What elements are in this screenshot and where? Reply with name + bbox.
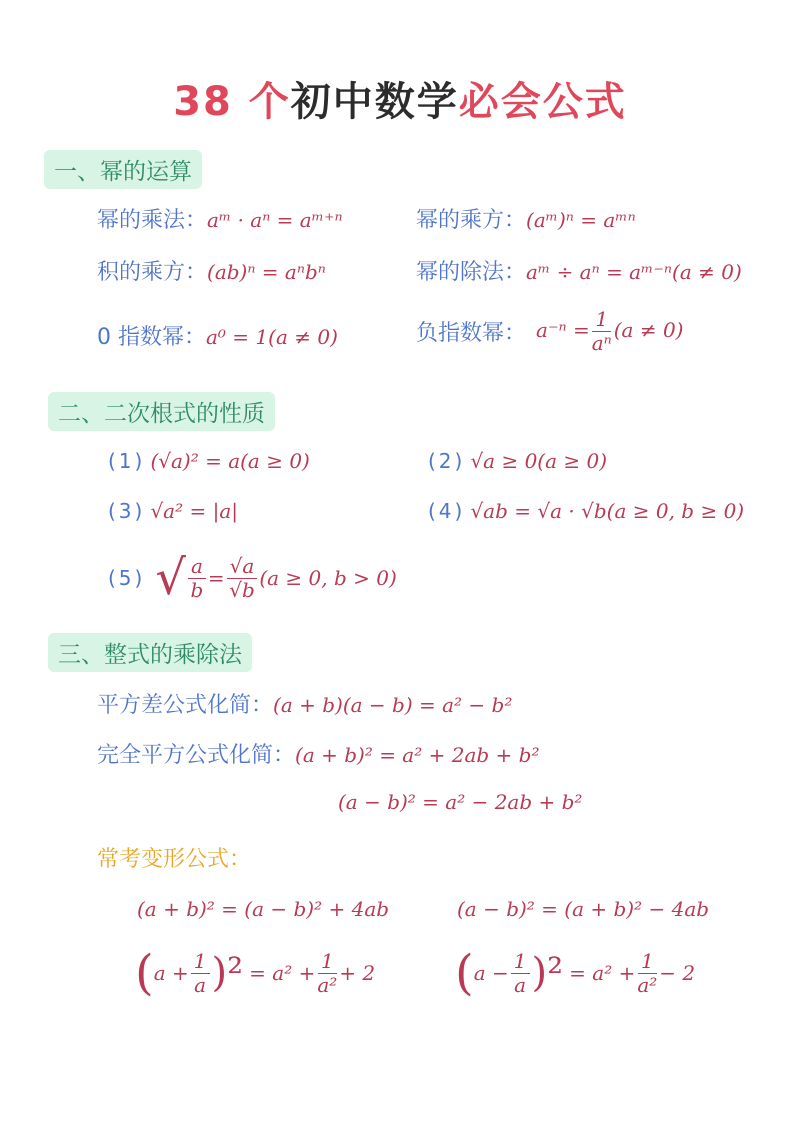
- denominator: √b: [229, 577, 255, 602]
- formula-label: 负指数幂：: [416, 321, 527, 346]
- item-number: (3): [108, 499, 146, 523]
- formula-row: [108, 550, 397, 606]
- numerator: 1: [511, 950, 530, 974]
- paren: )²: [211, 950, 244, 996]
- formula-row: [108, 499, 238, 523]
- term: a −: [473, 961, 509, 985]
- formula: aᵐ ÷ aⁿ = aᵐ⁻ⁿ(a ≠ 0): [526, 260, 742, 284]
- condition: (a ≥ 0, b > 0): [259, 566, 397, 590]
- title-number: 38 个: [173, 79, 291, 125]
- denominator: a: [514, 972, 527, 997]
- formula: aᵐ · aⁿ = aᵐ⁺ⁿ: [207, 208, 343, 232]
- title-emphasis: 必会公式: [458, 79, 627, 125]
- term: = a² +: [569, 961, 636, 985]
- item-number: (4): [428, 499, 466, 523]
- paren: (: [135, 945, 154, 1001]
- formula-label: 幂的乘方：: [416, 208, 527, 233]
- fraction: [637, 950, 657, 997]
- formula-row: [97, 738, 539, 769]
- numerator: a: [188, 555, 206, 579]
- fraction: [227, 555, 258, 602]
- section-header-radicals: 二、二次根式的性质: [48, 392, 275, 431]
- formula: (a + b)² = a² + 2ab + b²: [295, 743, 540, 767]
- formula-row: [97, 255, 326, 286]
- formula: [455, 945, 695, 1001]
- formula-label: 完全平方公式化简：: [97, 743, 296, 768]
- item-number: (2): [428, 449, 466, 473]
- item-number: (5): [108, 566, 146, 590]
- formula-row: [428, 499, 744, 523]
- formula-label: 积的乘方：: [97, 260, 208, 285]
- title-subject: 初中数学: [290, 79, 459, 125]
- numerator: √a: [227, 555, 258, 579]
- formula: (ab)ⁿ = aⁿbⁿ: [207, 260, 326, 284]
- denominator: a²: [317, 972, 338, 997]
- denominator: b: [190, 577, 204, 602]
- numerator: 1: [191, 950, 210, 974]
- denominator: a²: [637, 972, 658, 997]
- formula: a⁰ = 1(a ≠ 0): [206, 325, 338, 349]
- formula-row: [97, 320, 338, 351]
- equals: =: [207, 566, 225, 590]
- term: + 2: [339, 961, 376, 985]
- formula: (a + b)(a − b) = a² − b²: [273, 693, 513, 717]
- denominator: a: [194, 972, 207, 997]
- condition: (a ≠ 0): [613, 318, 684, 342]
- fraction: [191, 950, 210, 997]
- formula: √ab = √a · √b(a ≥ 0, b ≥ 0): [470, 499, 745, 523]
- formula-label: 幂的乘法：: [97, 208, 208, 233]
- paren: )²: [531, 950, 564, 996]
- formula: (√a)² = a(a ≥ 0): [150, 449, 310, 473]
- page-title: [0, 70, 800, 127]
- formula: √a² = |a|: [150, 499, 238, 523]
- formula-label: 0 指数幂：: [97, 325, 206, 350]
- fraction: [511, 950, 530, 997]
- section-header-polynomials: 三、整式的乘除法: [48, 633, 252, 672]
- denominator: aⁿ: [591, 331, 612, 355]
- formula-row: [416, 203, 636, 234]
- fraction: [317, 950, 337, 997]
- formula-row: [97, 203, 343, 234]
- formula-label: 幂的除法：: [416, 260, 527, 285]
- sqrt-sign: √: [155, 550, 186, 606]
- formula: (a + b)² = (a − b)² + 4ab: [137, 897, 390, 921]
- formula: (a − b)² = a² − 2ab + b²: [338, 790, 583, 814]
- subheading-variants: 常考变形公式：: [97, 847, 252, 872]
- paren: (: [455, 945, 474, 1001]
- term: − 2: [659, 961, 696, 985]
- formula-row: [97, 688, 512, 719]
- formula-lhs: a⁻ⁿ =: [536, 318, 590, 342]
- formula-label: 平方差公式化简：: [97, 693, 274, 718]
- formula: (a − b)² = (a + b)² − 4ab: [457, 897, 710, 921]
- formula-row: [428, 449, 607, 473]
- fraction: [188, 555, 206, 602]
- numerator: 1: [318, 950, 337, 974]
- term: = a² +: [249, 961, 316, 985]
- formula: [135, 945, 375, 1001]
- formula: (aᵐ)ⁿ = aᵐⁿ: [526, 208, 636, 232]
- formula-row: [108, 449, 310, 473]
- section-header-powers: 一、幂的运算: [44, 150, 202, 189]
- formula-row: [416, 255, 742, 286]
- term: a +: [153, 961, 189, 985]
- formula: √a ≥ 0(a ≥ 0): [470, 449, 608, 473]
- item-number: (1): [108, 449, 146, 473]
- numerator: 1: [592, 308, 611, 332]
- fraction: [592, 308, 612, 355]
- numerator: 1: [638, 950, 657, 974]
- formula-row: [416, 308, 683, 355]
